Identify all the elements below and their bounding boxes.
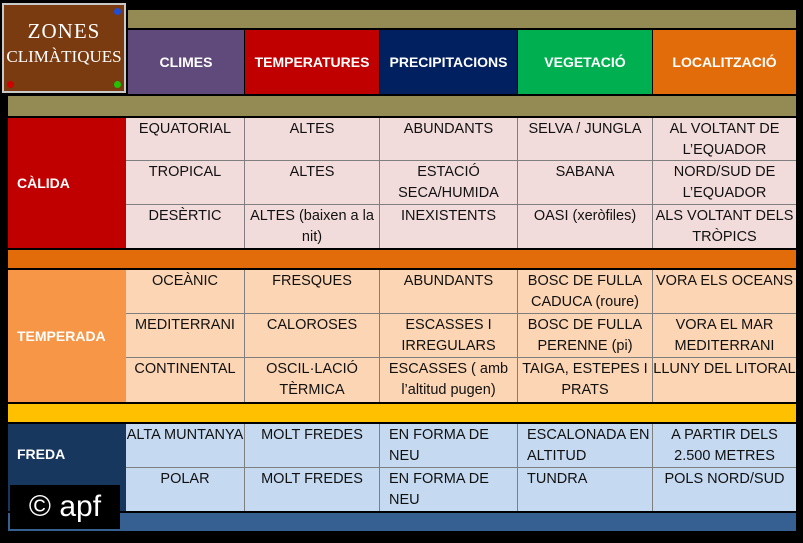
calida-rows: [126, 118, 796, 248]
table-cell: MOLT FREDES: [245, 424, 380, 468]
separator-temperada: [8, 250, 796, 268]
table-cell: FRESQUES: [245, 270, 380, 314]
table-cell: OSCIL·LACIÓ TÈRMICA: [245, 358, 380, 402]
table-cell: TROPICAL: [126, 161, 245, 205]
footer-band: [8, 513, 796, 531]
table-cell: ALTES (baixen a la nit): [245, 205, 380, 248]
title-line2: CLIMÀTIQUES: [6, 47, 122, 66]
table-cell: TAIGA, ESTEPES I PRATS: [518, 358, 653, 402]
temperada-rows: [126, 270, 796, 402]
table-cell: ALS VOLTANT DELS TRÒPICS: [655, 208, 794, 245]
table-cell: BOSC DE FULLA PERENNE (pi): [518, 314, 653, 358]
table-cell: DESÈRTIC: [126, 205, 245, 248]
table-cell: ESTACIÓ SECA/HUMIDA: [380, 161, 518, 205]
table-cell: OCEÀNIC: [126, 270, 245, 314]
table-cell: POLAR: [126, 468, 245, 511]
zone-freda: FREDA: [8, 424, 126, 511]
table-cell: ESCALONADA EN ALTITUD: [518, 424, 653, 468]
table-cell: ESCASSES ( amb l’altitud pugen): [380, 358, 518, 402]
table-cell: ALTES: [245, 118, 380, 161]
table-cell: ALTES: [245, 161, 380, 205]
table-cell: INEXISTENTS: [380, 205, 518, 248]
corner-dot-blue-icon: [114, 8, 121, 15]
table-cell: A PARTIR DELS 2.500 METRES: [653, 424, 796, 468]
corner-dot-red-icon: [7, 81, 14, 88]
table-cell: VORA EL MAR MEDITERRANI: [653, 314, 796, 358]
table-cell: ABUNDANTS: [380, 118, 518, 161]
corner-dot-green-icon: [114, 81, 121, 88]
header-localitzacio: LOCALITZACIÓ: [653, 30, 796, 94]
table-cell: CALOROSES: [245, 314, 380, 358]
table-cell: VORA ELS OCEANS: [653, 270, 796, 314]
header-vegetacio: VEGETACIÓ: [518, 30, 653, 94]
table-cell: BOSC DE FULLA CADUCA (roure): [518, 270, 653, 314]
table-cell: ESCASSES I IRREGULARS: [380, 314, 518, 358]
zone-calida: CÀLIDA: [8, 118, 126, 248]
header-climes: CLIMES: [128, 30, 245, 94]
title-box: [2, 3, 126, 93]
copyright-logo: © apf: [10, 485, 120, 529]
table-cell: NORD/SUD DE L’EQUADOR: [653, 161, 796, 205]
table-cell: SELVA / JUNGLA: [518, 118, 653, 161]
table-cell: TUNDRA: [518, 468, 653, 511]
table-cell: OASI (xeròfiles): [518, 205, 653, 248]
table-cell: ABUNDANTS: [380, 270, 518, 314]
freda-rows: [126, 424, 796, 511]
table-cell: CONTINENTAL: [126, 358, 245, 402]
table-cell: EQUATORIAL: [126, 118, 245, 161]
header-precipitacions: PRECIPITACIONS: [380, 30, 518, 94]
table-cell: ALTA MUNTANYA: [126, 424, 245, 468]
table-cell: SABANA: [518, 161, 653, 205]
table-cell: EN FORMA DE NEU: [380, 468, 518, 511]
table-cell: EN FORMA DE NEU: [380, 424, 518, 468]
title-line1: ZONES: [27, 19, 101, 43]
header-temperatures: TEMPERATURES: [245, 30, 380, 94]
table-cell: MOLT FREDES: [245, 468, 380, 511]
header-band: [8, 96, 796, 116]
zone-temperada: TEMPERADA: [8, 270, 126, 402]
top-band: [128, 10, 796, 28]
table-cell: POLS NORD/SUD: [664, 471, 785, 487]
table-cell: LLUNY DEL LITORAL: [653, 361, 796, 377]
table-cell: AL VOLTANT DE L’EQUADOR: [653, 118, 796, 161]
table-cell: MEDITERRANI: [126, 314, 245, 358]
separator-freda: [8, 404, 796, 422]
